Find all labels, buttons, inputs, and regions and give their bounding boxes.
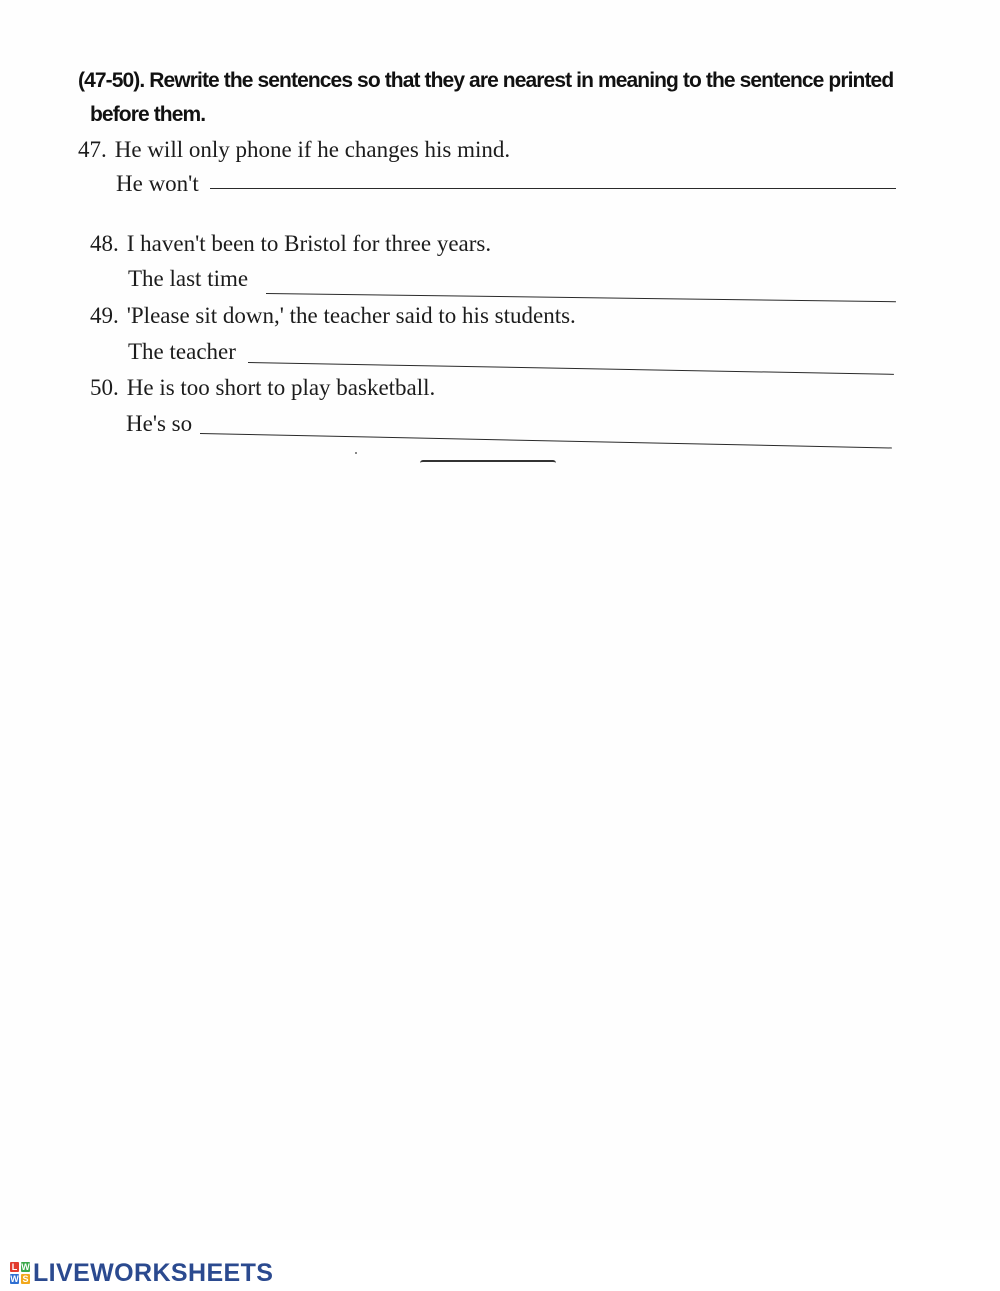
answer-blank-47[interactable]: [210, 188, 896, 189]
scan-speck: [355, 452, 357, 454]
answer-prompt-49: The teacher: [128, 339, 236, 364]
logo-letter: W: [21, 1262, 30, 1272]
answer-blank-50[interactable]: [200, 433, 892, 448]
question-number: 50.: [90, 375, 119, 400]
answer-prompt-48: The last time: [128, 266, 249, 291]
answer-blank-49[interactable]: [248, 362, 894, 375]
question-sentence: 'Please sit down,' the teacher said to his students.: [126, 303, 576, 328]
answer-prompt-50: He's so: [126, 411, 193, 436]
instruction-line-1: (47-50). Rewrite the sentences so that they are nearest in meaning to the sentence printed: [78, 69, 894, 92]
logo-letter: W: [10, 1274, 19, 1284]
question-47: [78, 136, 510, 164]
liveworksheets-footer: [10, 1258, 273, 1288]
instruction-line-2: before them.: [90, 103, 206, 126]
logo-letter: L: [11, 1262, 18, 1272]
question-49: [90, 302, 576, 330]
question-48: [90, 230, 491, 258]
logo-letter: S: [22, 1274, 29, 1284]
question-sentence: He will only phone if he changes his mind.: [114, 137, 511, 162]
question-number: 47.: [78, 137, 107, 162]
question-number: 49.: [90, 303, 119, 328]
question-sentence: I haven't been to Bristol for three years.: [126, 231, 492, 256]
instruction-heading: [78, 64, 908, 132]
brand-name[interactable]: LIVEWORKSHEETS: [33, 1258, 274, 1287]
scan-mark: [420, 460, 556, 468]
answer-blank-48[interactable]: [266, 293, 896, 302]
question-sentence: He is too short to play basketball.: [126, 375, 436, 400]
question-number: 48.: [90, 231, 119, 256]
question-50: [90, 374, 435, 402]
liveworksheets-logo-icon: [10, 1262, 30, 1284]
answer-prompt-47: He won't: [116, 171, 199, 196]
